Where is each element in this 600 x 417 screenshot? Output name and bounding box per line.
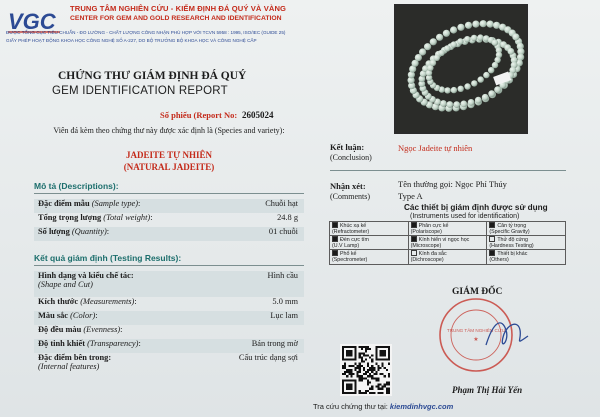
instruments-subtitle: (Instruments used for identification): [410, 213, 520, 220]
instruments-table: [329, 221, 566, 265]
center-name-vi: TRUNG TÂM NGHIÊN CỨU - KIỂM ĐỊNH ĐÁ QUÝ VÀ VÀNG: [70, 4, 287, 13]
test-row: Độ tinh khiết (Transparency): Bán trong mờ: [34, 339, 304, 353]
center-name-en: CENTER FOR GEM AND GOLD RESEARCH AND IDENTIFICATION: [70, 15, 282, 22]
bead: [477, 34, 483, 40]
bead: [438, 50, 444, 56]
checkbox-icon: [332, 236, 338, 242]
conclusion-label-en: (Conclusion): [330, 153, 372, 162]
intro-text: Viên đá kèm theo chứng thư này được xác định là (Species and variety):: [53, 126, 285, 135]
bead: [488, 90, 495, 97]
test-row: Độ đều màu (Evenness):: [38, 325, 123, 334]
section-divider: [34, 193, 304, 194]
checkbox-icon: [489, 222, 495, 228]
bead: [457, 24, 464, 31]
bead: [451, 41, 457, 47]
bead: [419, 48, 426, 55]
bead: [460, 101, 467, 108]
test-label-en: (Internal features): [38, 362, 100, 371]
bead: [468, 99, 475, 106]
desc-label-en: (Sample type): [91, 199, 139, 208]
instrument-cell: Thiết bị khác (Others): [487, 250, 566, 264]
desc-label-en: (Total weight): [103, 213, 151, 222]
test-value: 5.0 mm: [272, 297, 298, 306]
test-value: Bán trong mờ: [251, 339, 298, 348]
checkbox-icon: [411, 250, 417, 256]
testing-heading: Kết quả giám định (Testing Results):: [34, 253, 182, 263]
test-label: Đặc điểm bên trong:: [38, 353, 112, 362]
bead: [471, 35, 477, 41]
desc-row: Tổng trọng lượng (Total weight): 24.8 g: [38, 213, 298, 222]
bead: [508, 48, 515, 55]
bead: [453, 101, 460, 108]
bead: [475, 97, 482, 104]
test-label: Kích thước: [38, 297, 79, 306]
instruments-title: Các thiết bị giám định được sử dụng: [404, 203, 548, 212]
bead: [450, 26, 457, 33]
sample-photo: [394, 4, 528, 134]
desc-row: Số lượng (Quantity): 01 chuỗi: [34, 227, 304, 241]
species-vi: JADEITE TỰ NHIÊN: [125, 150, 213, 160]
accreditation-line: ĐƯỢC TỔNG CỤC TIÊU CHUẨN - ĐO LƯỜNG - CHẤT LƯỢNG CÔNG NHẬN PHÙ HỢP VỚI TCVN 5958 : 1995, ISO/IEC (GUIDE 25): [6, 30, 286, 35]
bead: [446, 101, 453, 108]
signer-name: Phạm Thị Hải Yến: [452, 385, 523, 395]
bead: [494, 86, 501, 93]
section-divider: [330, 170, 566, 171]
report-title-vi: CHỨNG THƯ GIÁM ĐỊNH ĐÁ QUÝ: [58, 70, 247, 82]
instrument-cell: Cân tỷ trọng (Specific Gravity): [487, 222, 566, 236]
bead: [487, 21, 494, 28]
test-value: Lục lam: [270, 311, 298, 320]
bead: [483, 72, 489, 78]
director-title: GIÁM ĐỐC: [452, 287, 503, 297]
footer-link[interactable]: kiemdinhvgc.com: [389, 402, 454, 411]
bead: [512, 33, 519, 40]
instrument-cell: Kính hiển vi ngọc học (Microscope): [408, 236, 487, 250]
bead: [480, 20, 487, 27]
svg-text:★: ★: [473, 337, 479, 343]
bead: [492, 62, 498, 68]
test-label: Hình dạng và kiểu chế tác:: [38, 271, 134, 280]
test-row: Kích thước (Measurements): 5.0 mm: [38, 297, 298, 306]
bead: [464, 36, 470, 42]
test-label: Màu sắc: [38, 311, 69, 320]
test-value: Hình cầu: [267, 271, 298, 280]
test-label-en: (Measurements): [80, 297, 135, 306]
checkbox-icon: [332, 250, 338, 256]
bead: [472, 21, 479, 28]
species-en: (NATURAL JADEITE): [123, 162, 215, 172]
official-stamp: [436, 290, 546, 380]
bead: [464, 83, 470, 89]
bead: [444, 45, 450, 51]
test-label-en: (Transparency): [87, 339, 139, 348]
desc-label: Đặc điểm mẫu: [38, 199, 90, 208]
desc-label-en: (Quantity): [71, 227, 107, 236]
stamp-inner-text: TRUNG TÂM NGHIÊN CỨU: [446, 328, 506, 333]
instrument-cell: Phổ kế (Spectrometer): [330, 250, 409, 264]
bead: [482, 94, 489, 101]
conclusion-label: Kết luận:: [330, 142, 365, 152]
signature: [486, 323, 528, 345]
test-label: Độ tinh khiết: [38, 339, 86, 348]
test-label: Độ đều màu: [38, 325, 82, 334]
footer: [313, 402, 453, 411]
bead: [444, 87, 450, 93]
report-no-value: 2605024: [242, 110, 274, 120]
checkbox-icon: [411, 236, 417, 242]
test-value: Cấu trúc dạng sợi: [238, 353, 298, 362]
bead: [465, 22, 472, 29]
remarks-label: Nhận xét:: [330, 181, 366, 191]
test-row: Màu sắc (Color): Lục lam: [34, 311, 304, 325]
bead: [434, 55, 440, 61]
bead: [458, 86, 464, 92]
checkbox-icon: [489, 236, 495, 242]
bead: [436, 34, 443, 41]
report-title-en: GEM IDENTIFICATION REPORT: [52, 85, 228, 97]
instrument-cell: Phân cực kế (Polariscope): [408, 222, 487, 236]
bead: [451, 87, 457, 93]
bead: [424, 43, 431, 50]
bead-necklace-image: [396, 6, 526, 132]
checkbox-icon: [489, 250, 495, 256]
checkbox-icon: [332, 222, 338, 228]
report-no-label: Số phiếu (Report No:: [160, 110, 238, 120]
instrument-cell: Khúc xạ kế (Refractometer): [330, 222, 409, 236]
desc-value: 24.8 g: [277, 213, 298, 222]
desc-value: Chuỗi hạt: [265, 199, 298, 208]
desc-label: Số lượng: [38, 227, 70, 236]
instrument-cell: Đèn cực tím (U.V Lamp): [330, 236, 409, 250]
qr-code: [340, 344, 392, 396]
bead: [492, 40, 498, 46]
desc-row: Đặc điểm mẫu (Sample type): Chuỗi hạt: [34, 199, 304, 213]
conclusion-value: Ngọc Jadeite tự nhiên: [398, 143, 473, 153]
checkbox-icon: [411, 222, 417, 228]
test-row: [34, 271, 304, 297]
bead: [478, 76, 484, 82]
bead: [430, 60, 436, 66]
desc-value: 01 chuỗi: [268, 227, 298, 236]
section-divider: [34, 265, 304, 266]
instrument-cell: Thử độ cứng (Hardness Testing): [487, 236, 566, 250]
bead: [430, 38, 437, 45]
remarks-line-2: Type A: [398, 191, 423, 201]
instrument-cell: Kính đa sắc (Dichroscope): [408, 250, 487, 264]
descriptions-heading: Mô tả (Descriptions):: [34, 181, 119, 191]
test-label-en: (Evenness): [83, 325, 121, 334]
test-label-en: (Color): [70, 311, 96, 320]
bead: [440, 100, 447, 107]
bead: [457, 38, 463, 44]
bead: [471, 80, 477, 86]
desc-label: Tổng trọng lượng: [38, 213, 102, 222]
bead: [443, 30, 450, 37]
remarks-line-1: Tên thường gọi: Ngọc Phỉ Thúy: [398, 179, 507, 189]
logo-text: VGC: [8, 9, 56, 34]
remarks-label-en: (Comments): [330, 192, 370, 201]
test-label-en: (Shape and Cut): [38, 280, 93, 289]
bead: [488, 67, 494, 73]
license-line: GIẤY PHÉP HOẠT ĐỘNG KHOA HỌC CÔNG NGHỆ SỐ A-227, DO BỘ TRƯỞNG BỘ KHOA HỌC VÀ CÔNG NGHỆ CẤP: [6, 38, 257, 43]
footer-label: Tra cứu chứng thư tại:: [313, 402, 388, 411]
test-row: [34, 353, 304, 379]
